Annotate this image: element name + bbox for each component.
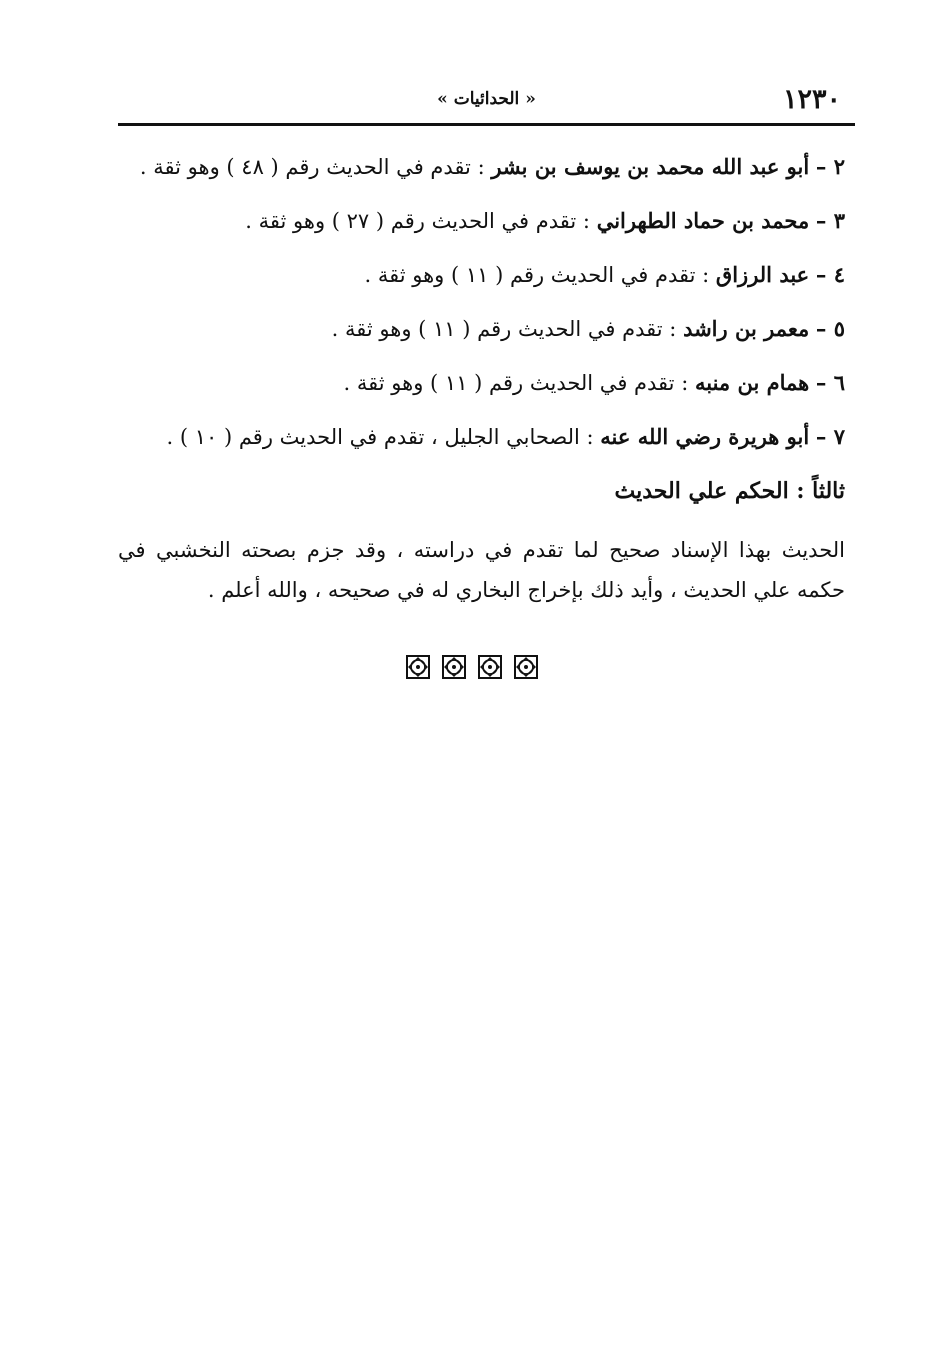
header-rule (118, 123, 855, 126)
narrator-name: أبو عبد الله محمد بن يوسف بن بشر (491, 154, 810, 179)
running-title: « الحدائيات » (437, 89, 536, 109)
narrator-item (118, 260, 845, 290)
narrator-details: : تقدم في الحديث رقم ( ١١ ) وهو ثقة . (331, 317, 677, 341)
narrator-item (118, 368, 845, 398)
narrator-name: عبد الرزاق (715, 262, 810, 287)
narrator-number: ٢ – (815, 154, 845, 179)
narrator-number: ٣ – (815, 208, 845, 233)
narrator-item (118, 152, 845, 182)
narrator-name: محمد بن حماد الطهراني (596, 208, 810, 233)
narrator-item (118, 314, 845, 344)
narrator-details: : تقدم في الحديث رقم ( ١١ ) وهو ثقة . (364, 263, 710, 287)
geometric-ornament-icon (514, 655, 538, 679)
section-heading: ثالثاً : الحكم علي الحديث (614, 478, 845, 504)
narrator-details: : تقدم في الحديث رقم ( ٤٨ ) وهو ثقة . (139, 155, 485, 179)
narrator-number: ٦ – (815, 370, 845, 395)
geometric-ornament-icon (478, 655, 502, 679)
page-body (118, 152, 845, 610)
narrator-item (118, 422, 845, 452)
narrator-details: : تقدم في الحديث رقم ( ٢٧ ) وهو ثقة . (245, 209, 591, 233)
narrator-name: معمر بن راشد (683, 316, 810, 341)
narrator-item (118, 206, 845, 236)
narrator-number: ٧ – (815, 424, 845, 449)
narrator-number: ٥ – (815, 316, 845, 341)
narrator-details: : تقدم في الحديث رقم ( ١١ ) وهو ثقة . (343, 371, 689, 395)
narrator-details: : الصحابي الجليل ، تقدم في الحديث رقم ( ١٠ ) . (166, 425, 594, 449)
ruling-paragraph: الحديث بهذا الإسناد صحيح لما تقدم في دراسته ، وقد جزم بصحته النخشبي في حكمه علي الحديث ، وأيد ذلك بإخراج البخاري له في صحيحه ، والله أعلم . (118, 538, 845, 602)
page-header (118, 80, 855, 124)
narrator-name: أبو هريرة رضي الله عنه (600, 424, 810, 449)
narrator-name: همام بن منبه (694, 370, 810, 395)
narrator-number: ٤ – (815, 262, 845, 287)
geometric-ornament-icon (406, 655, 430, 679)
page-number: ١٢٣٠ (782, 84, 841, 115)
ornament-row (0, 655, 943, 679)
geometric-ornament-icon (442, 655, 466, 679)
